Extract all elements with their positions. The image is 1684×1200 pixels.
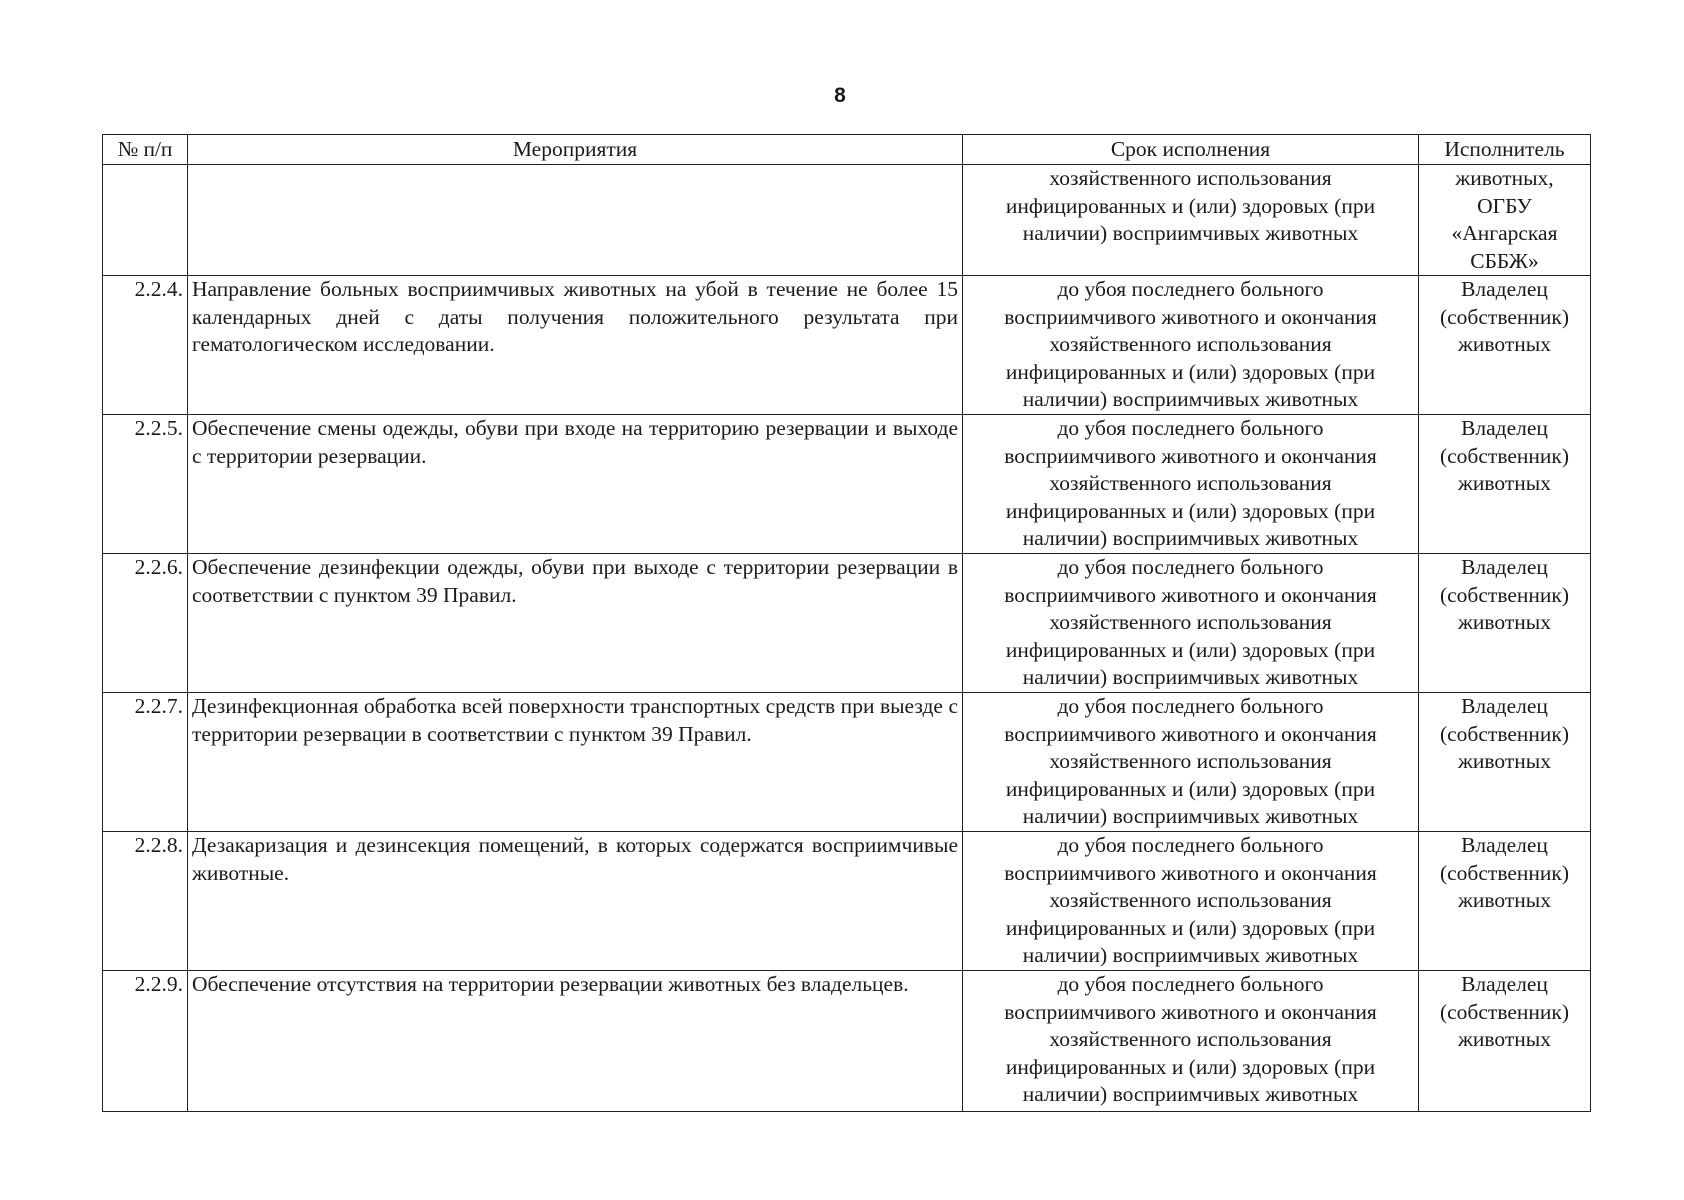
cell-activity: Направление больных восприимчивых животных на убой в течение не более 15 календарных дней с даты получения положительного результата при гематологическом исследовании. [188, 276, 963, 415]
cell-term: хозяйственного использования инфицированных и (или) здоровых (при наличии) восприимчивых животных [963, 165, 1419, 276]
cell-term: до убоя последнего больного восприимчивого животного и окончания хозяйственного использования инфицированных и (или) здоровых (при наличии) восприимчивых животных [963, 971, 1419, 1112]
cell-num [103, 165, 188, 276]
table-row [103, 832, 1591, 971]
cell-num: 2.2.4. [103, 276, 188, 415]
table-row [103, 693, 1591, 832]
cell-executor: Владелец (собственник) животных [1419, 415, 1591, 554]
page-number: 8 [834, 84, 846, 107]
table-row [103, 971, 1591, 1112]
cell-num: 2.2.5. [103, 415, 188, 554]
cell-activity [188, 165, 963, 276]
header-executor: Исполнитель [1419, 135, 1591, 165]
cell-activity: Дезакаризация и дезинсекция помещений, в которых содержатся восприимчивые животные. [188, 832, 963, 971]
cell-term: до убоя последнего больного восприимчивого животного и окончания хозяйственного использования инфицированных и (или) здоровых (при наличии) восприимчивых животных [963, 276, 1419, 415]
cell-executor: Владелец (собственник) животных [1419, 832, 1591, 971]
header-num: № п/п [103, 135, 188, 165]
cell-term: до убоя последнего больного восприимчивого животного и окончания хозяйственного использования инфицированных и (или) здоровых (при наличии) восприимчивых животных [963, 554, 1419, 693]
table-row-continuation [103, 165, 1591, 276]
header-activity: Мероприятия [188, 135, 963, 165]
cell-activity: Обеспечение отсутствия на территории резервации животных без владельцев. [188, 971, 963, 1112]
table-header-row [103, 135, 1591, 165]
cell-executor: Владелец (собственник) животных [1419, 554, 1591, 693]
cell-executor: Владелец (собственник) животных [1419, 693, 1591, 832]
cell-num: 2.2.7. [103, 693, 188, 832]
cell-term: до убоя последнего больного восприимчивого животного и окончания хозяйственного использования инфицированных и (или) здоровых (при наличии) восприимчивых животных [963, 415, 1419, 554]
cell-num: 2.2.9. [103, 971, 188, 1112]
cell-executor: Владелец (собственник) животных [1419, 276, 1591, 415]
cell-activity: Дезинфекционная обработка всей поверхности транспортных средств при выезде с территории резервации в соответствии с пунктом 39 Правил. [188, 693, 963, 832]
cell-executor: Владелец (собственник) животных [1419, 971, 1591, 1112]
cell-activity: Обеспечение смены одежды, обуви при входе на территорию резервации и выходе с территории резервации. [188, 415, 963, 554]
header-term: Срок исполнения [963, 135, 1419, 165]
cell-activity: Обеспечение дезинфекции одежды, обуви при выходе с территории резервации в соответствии с пунктом 39 Правил. [188, 554, 963, 693]
cell-executor: животных, ОГБУ «Ангарская СББЖ» [1419, 165, 1591, 276]
table-row [103, 276, 1591, 415]
cell-num: 2.2.6. [103, 554, 188, 693]
cell-term: до убоя последнего больного восприимчивого животного и окончания хозяйственного использования инфицированных и (или) здоровых (при наличии) восприимчивых животных [963, 693, 1419, 832]
measures-table [102, 134, 1591, 1112]
cell-num: 2.2.8. [103, 832, 188, 971]
table-row [103, 554, 1591, 693]
cell-term: до убоя последнего больного восприимчивого животного и окончания хозяйственного использования инфицированных и (или) здоровых (при наличии) восприимчивых животных [963, 832, 1419, 971]
table-row [103, 415, 1591, 554]
